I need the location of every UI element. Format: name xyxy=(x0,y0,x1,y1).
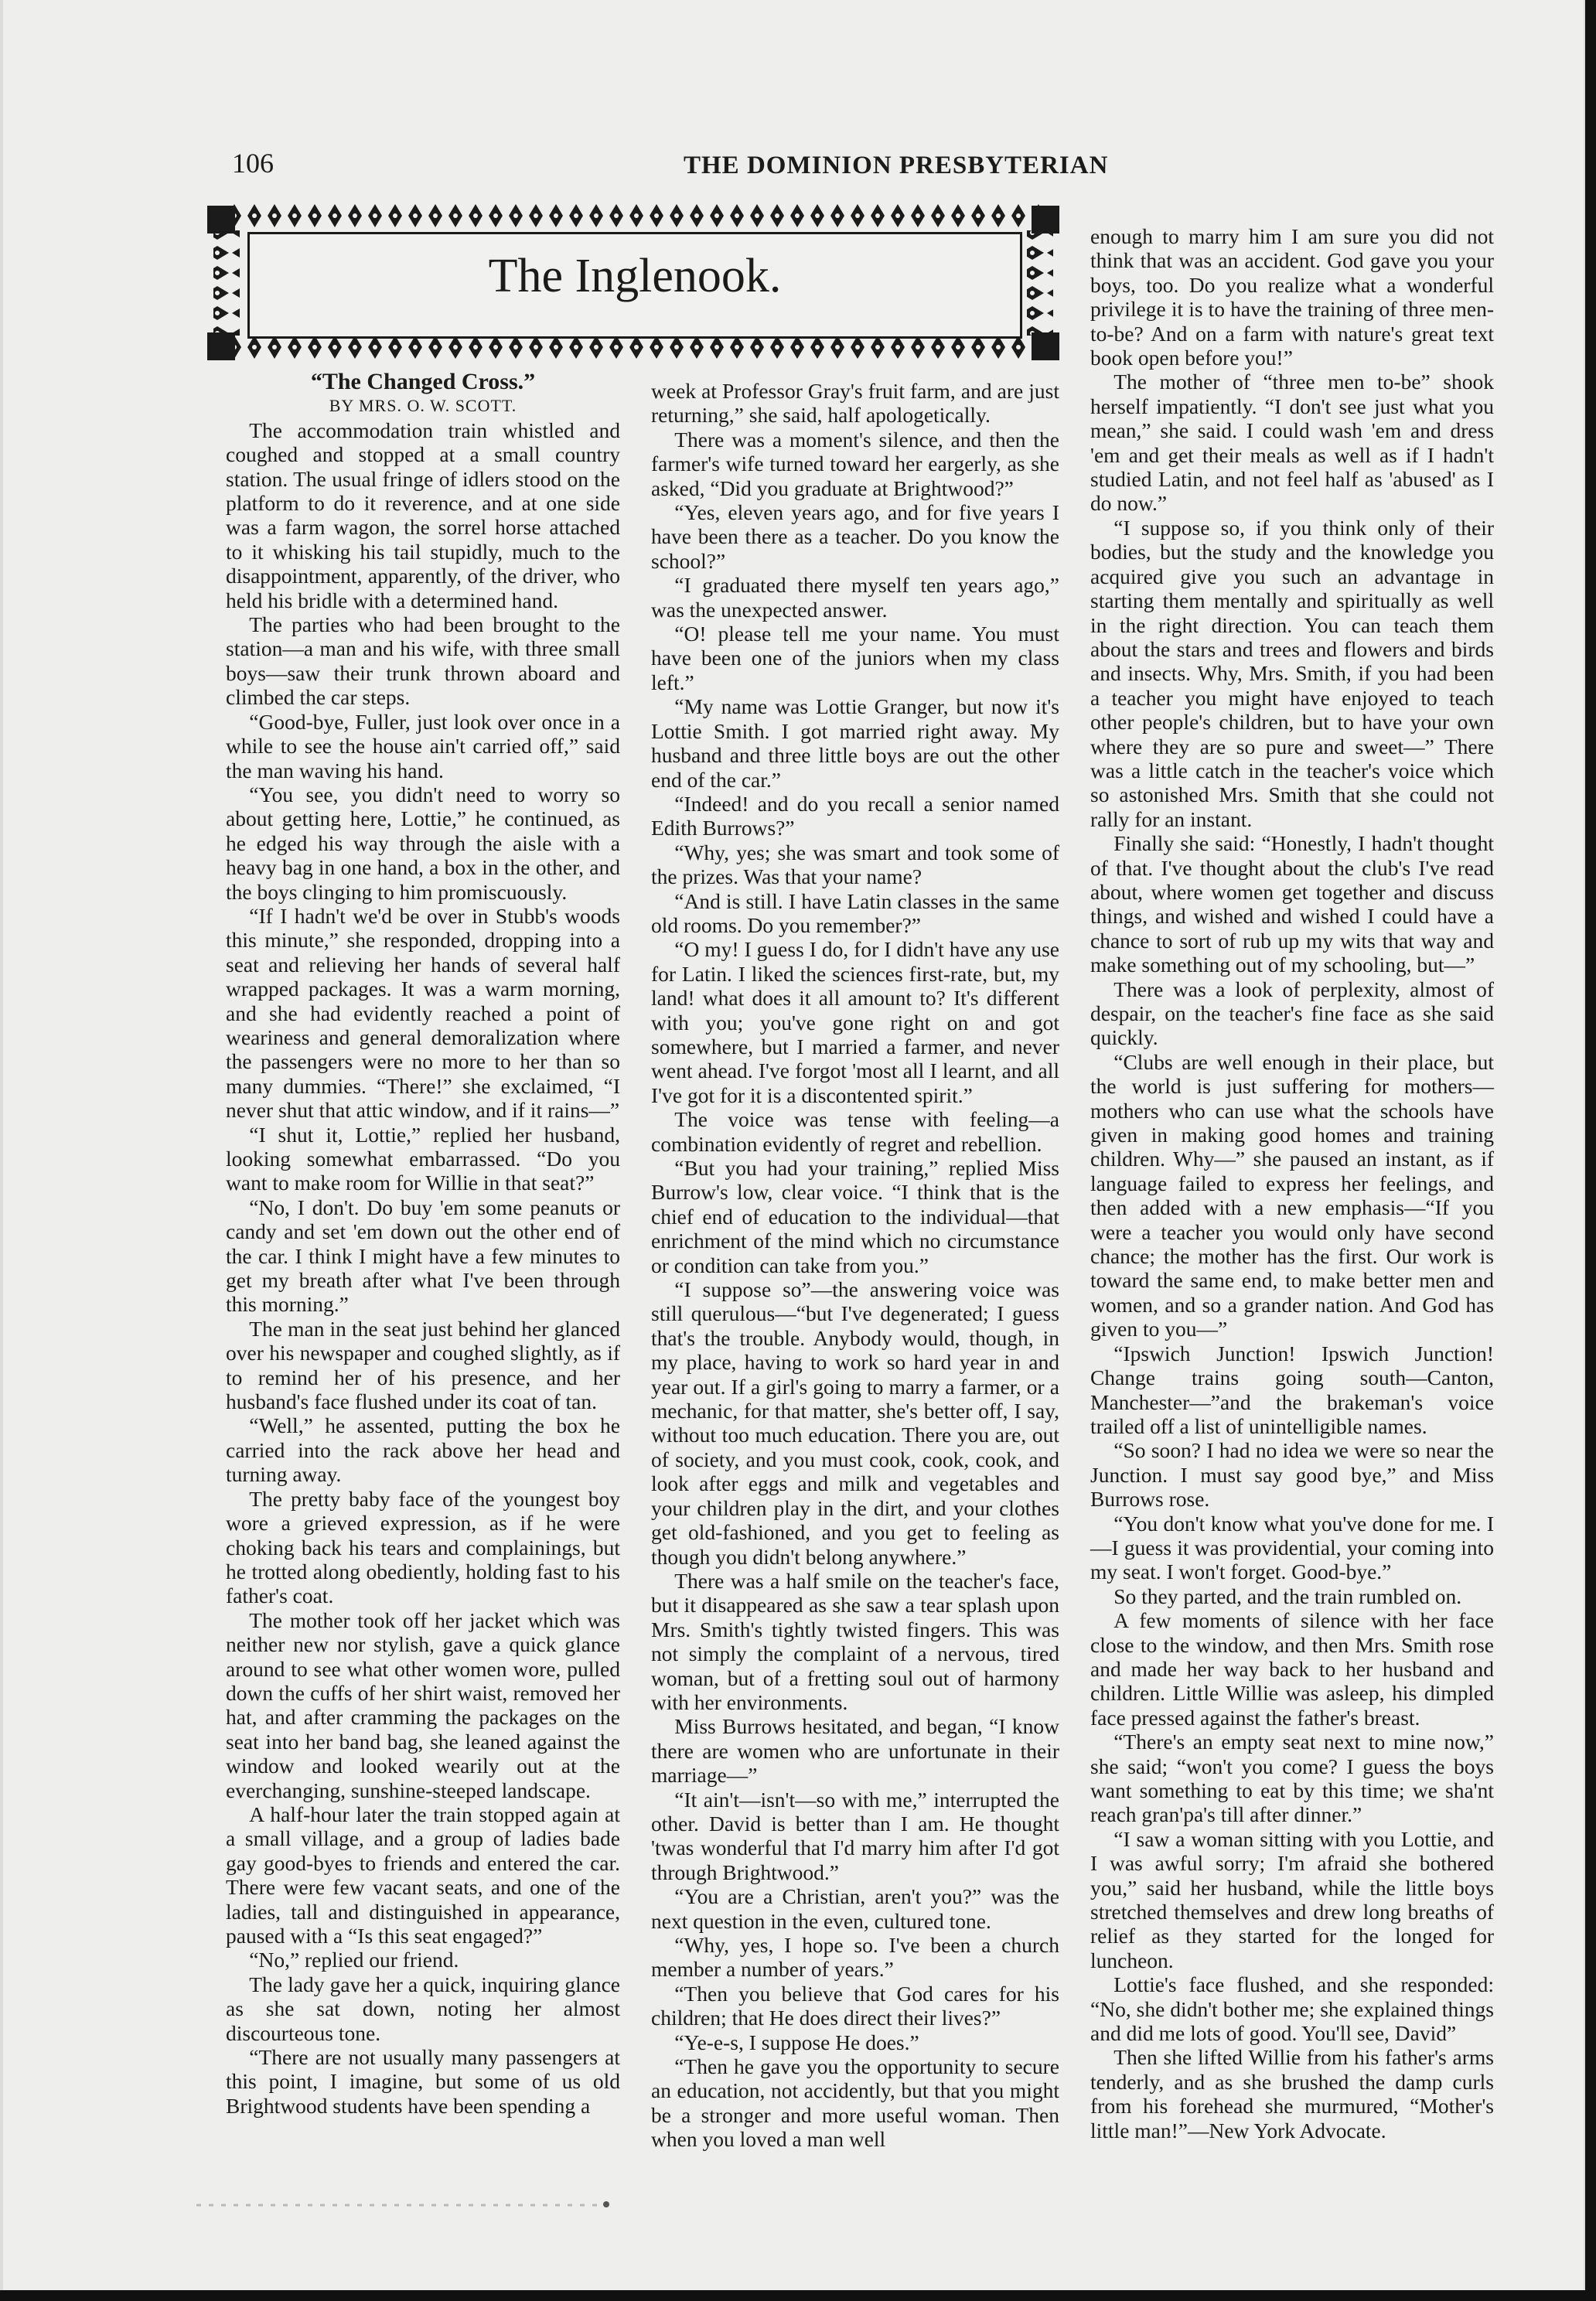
paragraph: The accommodation train whistled and coughed and stopped at a small country station. The usual fringe of idlers stood on the platform to do it reverence, and at one side was a farm wagon, the sorrel horse attached to it whisking his tail stupidly, much to the disappointment, apparently, of the driver, who held his bridle with a determined hand. xyxy=(226,418,620,612)
paragraph: “I shut it, Lottie,” replied her husband, looking somewhat embarrassed. “Do you want to make room for Willie in that seat?” xyxy=(226,1122,620,1195)
paragraph: “I graduated there myself ten years ago,” was the unexpected answer. xyxy=(651,573,1059,622)
paragraph: “I suppose so”—the answering voice was still querulous—“but I've degenerated; I guess that's the trouble. Anybody would, though, in my place, having to work so hard year in and year out. If a girl's going to marry a farmer, or a mechanic, for that matter, she's better off, I say, without too much education. There you are, out of society, and you must cook, cook, cook, and look after eggs and milk and vegetables and your children play in the dirt, and your clothes get old-fashioned, and you get to feeling as though you didn't belong anywhere.” xyxy=(651,1277,1059,1569)
column-3 xyxy=(1090,224,1494,2142)
paragraph: “Good-bye, Fuller, just look over once in a while to see the house ain't carried off,” said the man waving his hand. xyxy=(226,709,620,782)
article-headline: “The Changed Cross.” xyxy=(310,369,536,394)
paragraph: Lottie's face flushed, and she responded: “No, she didn't bother me; she explained things and did me lots of good. You'll see, David” xyxy=(1090,1972,1494,2046)
paragraph: “Clubs are well enough in their place, but the world is just suffering for mothers—mothers who can use what the schools have given in making good homes and training children. Why—” she paused an instant, as if language failed to express her feelings, and then added with a new emphasis—“If you were a teacher you would only have second chance; the mother has the first. Our work is toward the same end, to make better men and women, and so a grander nation. And God has given to you—” xyxy=(1090,1049,1494,1341)
paragraph: “You are a Christian, aren't you?” was the next question in the even, cultured tone. xyxy=(651,1884,1059,1933)
paragraph: “It ain't—isn't—so with me,” interrupted the other. David is better than I am. He thought 'twas wonderful that I'd marry him after I'd got through Brightwood.” xyxy=(651,1787,1059,1884)
paragraph: “Indeed! and do you recall a senior named Edith Burrows?” xyxy=(651,791,1059,840)
paragraph: week at Professor Gray's fruit farm, and are just returning,” she said, half apologetically. xyxy=(651,379,1059,428)
paragraph: The lady gave her a quick, inquiring glance as she sat down, noting her almost discourteous tone. xyxy=(226,1972,620,2045)
paragraph: “Well,” he assented, putting the box he carried into the rack above her head and turning away. xyxy=(226,1413,620,1487)
paragraph: A half-hour later the train stopped again at a small village, and a group of ladies bade gay good-byes to friends and entered the car. There were few vacant seats, and one of the ladies, tall and distinguished in appearance, paused with a “Is this seat engaged?” xyxy=(226,1802,620,1948)
paragraph: “No, I don't. Do buy 'em some peanuts or candy and set 'em down out the other end of the car. I think I might have a few minutes to get my breath after what I've been through this morning.” xyxy=(226,1195,620,1317)
paragraph: “O! please tell me your name. You must have been one of the juniors when my class left.” xyxy=(651,622,1059,694)
paragraph: “Then he gave you the opportunity to secure an education, not accidently, but that you might be a stronger and more useful woman. Then when you loved a man well xyxy=(651,2054,1059,2152)
paragraph: “You see, you didn't need to worry so about getting here, Lottie,” he continued, as he edged his way through the aisle with a heavy bag in one hand, a box in the other, and the boys clinging to him promiscuously. xyxy=(226,782,620,904)
paragraph: “Ye-e-s, I suppose He does.” xyxy=(674,2030,919,2054)
paragraph: “And is still. I have Latin classes in the same old rooms. Do you remember?” xyxy=(651,888,1059,937)
section-banner xyxy=(204,203,1062,363)
paragraph: “Why, yes, I hope so. I've been a church member a number of years.” xyxy=(651,1933,1059,1982)
paragraph: There was a moment's silence, and then the farmer's wife turned toward her eargerly, as she asked, “Did you graduate at Brightwood?” xyxy=(651,427,1059,500)
paragraph: “No,” replied our friend. xyxy=(249,1948,459,1972)
paragraph: The man in the seat just behind her glanced over his newspaper and coughed slightly, as if to remind her of his presence, and her husband's face flushed under its coat of tan. xyxy=(226,1316,620,1414)
paragraph: “I saw a woman sitting with you Lottie, and I was awful sorry; I'm afraid she bothered you,” said her husband, while the little boys stretched themselves and drew long breaths of relief as they started for the longed for luncheon. xyxy=(1090,1826,1494,1972)
paragraph: “There are not usually many passengers at this point, I imagine, but some of us old Brightwood students have been spending a xyxy=(226,2045,620,2118)
paragraph: enough to marry him I am sure you did not think that was an accident. God gave you your boys, too. Do you realize what a wonderful privilege it is to have the training of three men-to-be? And on a farm with nature's great text book open before you!” xyxy=(1090,224,1494,370)
section-title: The Inglenook. xyxy=(488,250,782,302)
paragraph: There was a half smile on the teacher's face, but it disappeared as she saw a tear splash upon Mrs. Smith's tightly twisted fingers. This was not simply the complaint of a nervous, tired woman, but of a fretting soul out of harmony with her environments. xyxy=(651,1568,1059,1714)
paragraph: “There's an empty seat next to mine now,” she said; “won't you come? I guess the boys want something to eat by this time; we sha'nt reach gran'pa's till after dinner.” xyxy=(1090,1730,1494,1827)
paragraph: Miss Burrows hesitated, and began, “I know there are women who are unfortunate in their marriage—” xyxy=(651,1714,1059,1788)
paragraph: A few moments of silence with her face close to the window, and then Mrs. Smith rose and made her way back to her husband and children. Little Willie was asleep, his dimpled face pressed against the father's breast. xyxy=(1090,1608,1494,1730)
column-2 xyxy=(651,379,1059,2152)
scan-border-right xyxy=(1585,0,1596,2301)
paragraph: “I suppose so, if you think only of their bodies, but the study and the knowledge you acquired give you such an advantage in starting them mentally and spiritually as well in the right direction. You can teach them about the stars and trees and flowers and birds and insects. Why, Mrs. Smith, if you had been a teacher you might have enjoyed to teach other people's children, but to have your own where they are so pure and sweet—” There was a little catch in the teacher's voice which so astonished Mrs. Smith that she could not rally for an instant. xyxy=(1090,515,1494,831)
paragraph: There was a look of perplexity, almost of despair, on the teacher's fine face as she said quickly. xyxy=(1090,977,1494,1050)
paragraph: The pretty baby face of the youngest boy wore a grieved expression, as if he were choking back his tears and complainings, but he trotted along obediently, holding fast to his father's coat. xyxy=(226,1486,620,1608)
scan-border-bottom xyxy=(0,2290,1596,2301)
paragraph: The mother of “three men to-be” shook herself impatiently. “I don't see just what you mean,” she said. I could wash 'em and dress 'em and get their meals as well as if I hadn't studied Latin, and not feel half as 'abused' as I do now.” xyxy=(1090,370,1494,516)
page-number: 106 xyxy=(232,148,274,179)
newspaper-page xyxy=(3,0,1584,2301)
paragraph: “You don't know what you've done for me. I—I guess it was providential, your coming into my seat. I won't forget. Good-bye.” xyxy=(1090,1511,1494,1584)
print-smudge-mark xyxy=(196,2197,629,2211)
paragraph: “O my! I guess I do, for I didn't have any use for Latin. I liked the sciences first-rate, but, my land! what does it all amount to? It's different with you; you've gone right on and got somewhere, but I married a farmer, and never went ahead. I've forgot 'most all I learnt, and all I've got for it is a discontented spirit.” xyxy=(651,937,1059,1107)
paragraph: “My name was Lottie Granger, but now it's Lottie Smith. I got married right away. My husband and three little boys are out the other end of the car.” xyxy=(651,694,1059,792)
paragraph: So they parted, and the train rumbled on. xyxy=(1113,1583,1462,1608)
paragraph: Finally she said: “Honestly, I hadn't thought of that. I've thought about the club's I've read about, where women get together and discuss things, and wished and wished I could have a chance to sort of rub up my wits that way and make something out of my schooling, but—” xyxy=(1090,831,1494,977)
paragraph: The voice was tense with feeling—a combination evidently of regret and rebellion. xyxy=(651,1107,1059,1156)
paragraph: “So soon? I had no idea we were so near the Junction. I must say good bye,” and Miss Burrows rose. xyxy=(1090,1438,1494,1512)
paragraph: The parties who had been brought to the station—a man and his wife, with three small boys—saw their trunk thrown aboard and climbed the car steps. xyxy=(226,612,620,710)
paragraph: “Why, yes; she was smart and took some of the prizes. Was that your name? xyxy=(651,840,1059,889)
article-byline: BY MRS. O. W. SCOTT. xyxy=(329,396,517,416)
paragraph: Then she lifted Willie from his father's arms tenderly, and as she brushed the damp curls from his forehead she murmured, “Mother's little man!”—New York Advocate. xyxy=(1090,2045,1494,2142)
paragraph: “Yes, eleven years ago, and for five years I have been there as a teacher. Do you know the school?” xyxy=(651,500,1059,573)
paragraph: “But you had your training,” replied Miss Burrow's low, clear voice. “I think that is the chief end of education to the individual—that enrichment of the mind which no circumstance or condition can take from you.” xyxy=(651,1156,1059,1277)
paragraph: “Then you believe that God cares for his children; that He does direct their lives?” xyxy=(651,1981,1059,2030)
paragraph: “If I hadn't we'd be over in Stubb's woods this minute,” she responded, dropping into a seat and relieving her hands of several half wrapped packages. It was a warm morning, and she had evidently reached a point of weariness and general demoralization where the passengers were no more to her than so many dummies. “There!” she exclaimed, “I never shut that attic window, and if it rains—” xyxy=(226,903,620,1123)
paragraph: “Ipswich Junction! Ipswich Junction! Change trains going south—Canton, Manchester—”and the brakeman's voice trailed off a list of unintelligible names. xyxy=(1090,1341,1494,1438)
paragraph: The mother took off her jacket which was neither new nor stylish, gave a quick glance around to see what other women wore, pulled down the cuffs of her shirt waist, removed her hat, and after cramming the packages on the seat into her band bag, she leaned against the window and looked wearily out at the everchanging, sunshine-steeped landscape. xyxy=(226,1607,620,1802)
column-1 xyxy=(226,370,620,2118)
running-head: THE DOMINION PRESBYTERIAN xyxy=(684,152,1109,179)
